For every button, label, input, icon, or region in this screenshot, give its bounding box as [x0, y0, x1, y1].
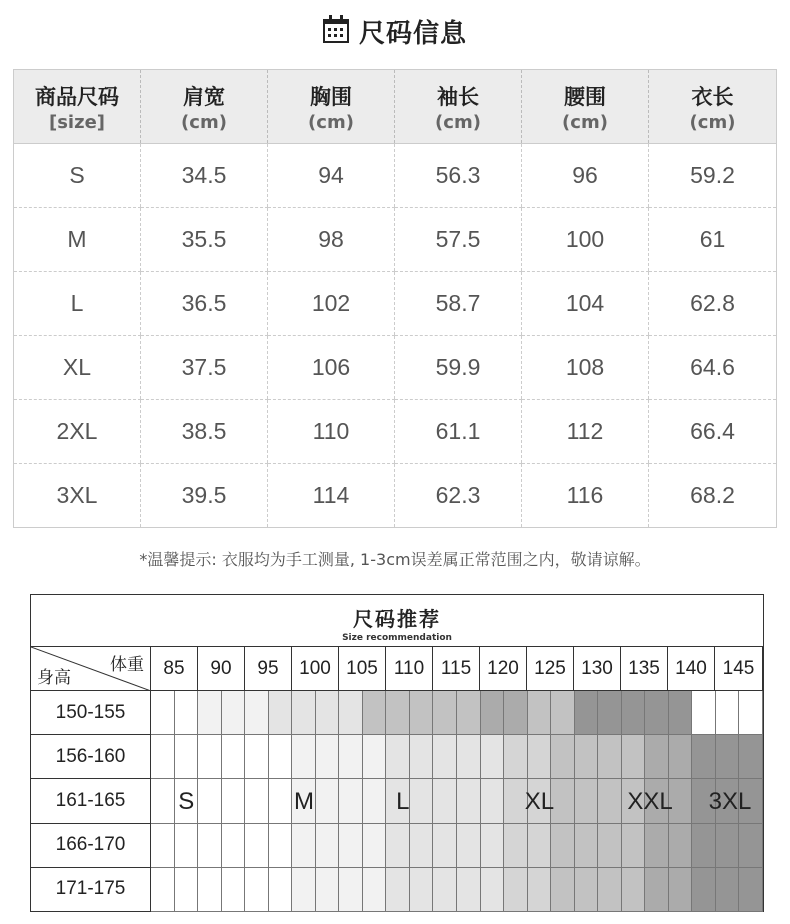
measurement-cell: 108 [522, 336, 649, 400]
grid-cell [363, 824, 387, 868]
weight-header: 110 [386, 647, 433, 691]
size-cell: L [14, 272, 141, 336]
weight-header: 135 [621, 647, 668, 691]
grid-cell [151, 691, 175, 735]
weight-header: 85 [151, 647, 198, 691]
measurement-cell: 38.5 [141, 400, 268, 464]
grid-cell [316, 868, 340, 912]
column-header: 腰围 (cm) [522, 70, 649, 144]
grid-cell [504, 691, 528, 735]
grid-cell [433, 735, 457, 779]
measurement-cell: 61 [649, 208, 777, 272]
grid-cell [269, 691, 293, 735]
grid-cell [292, 824, 316, 868]
column-header: 胸围 (cm) [268, 70, 395, 144]
weight-header: 130 [574, 647, 621, 691]
grid-cell [175, 735, 199, 779]
column-header: 商品尺码 [size] [14, 70, 141, 144]
grid-cell [363, 691, 387, 735]
size-cell: S [14, 144, 141, 208]
grid-cell [433, 824, 457, 868]
grid-cell [575, 735, 599, 779]
weight-header: 140 [668, 647, 715, 691]
grid-cell [269, 779, 293, 823]
weight-header: 90 [198, 647, 245, 691]
measurement-cell: 62.3 [395, 464, 522, 528]
height-axis-label: 身高 [37, 668, 71, 688]
grid-cell [622, 868, 646, 912]
size-zone-label: M [294, 787, 314, 815]
recommendation-header [31, 595, 763, 647]
grid-cell [669, 868, 693, 912]
grid-cell [316, 824, 340, 868]
size-zone-label: L [396, 787, 410, 815]
measurement-cell: 112 [522, 400, 649, 464]
measurement-cell: 57.5 [395, 208, 522, 272]
grid-cell [198, 779, 222, 823]
measurement-cell: 110 [268, 400, 395, 464]
grid-cell [551, 779, 575, 823]
grid-cell [481, 868, 505, 912]
grid-cell [433, 779, 457, 823]
measurement-cell: 56.3 [395, 144, 522, 208]
size-zone-label: 3XL [708, 787, 752, 815]
measurement-cell: 102 [268, 272, 395, 336]
grid-cell [551, 735, 575, 779]
measurement-cell: 106 [268, 336, 395, 400]
table-row [14, 336, 777, 400]
grid-cell [692, 824, 716, 868]
weight-header: 100 [292, 647, 339, 691]
grid-cell [245, 824, 269, 868]
grid-cell [669, 824, 693, 868]
weight-header: 105 [339, 647, 386, 691]
measurement-cell: 98 [268, 208, 395, 272]
grid-cell [457, 779, 481, 823]
grid-cell [528, 824, 552, 868]
grid-cell [739, 824, 763, 868]
grid-cell [410, 735, 434, 779]
grid-cell [292, 868, 316, 912]
grid-cell [457, 735, 481, 779]
table-row [14, 208, 777, 272]
calendar-icon [323, 19, 349, 43]
measurement-cell: 34.5 [141, 144, 268, 208]
grid-cell [198, 824, 222, 868]
grid-cell [622, 824, 646, 868]
grid-cell [481, 735, 505, 779]
grid-cell [481, 779, 505, 823]
grid-cell [245, 779, 269, 823]
grid-cell [198, 735, 222, 779]
grid-cell [692, 691, 716, 735]
weight-header: 95 [245, 647, 292, 691]
grid-cell [528, 691, 552, 735]
recommendation-subtitle: Size recommendation [342, 633, 452, 643]
grid-cell [339, 868, 363, 912]
grid-cell [504, 824, 528, 868]
measurement-cell: 59.2 [649, 144, 777, 208]
table-row [14, 272, 777, 336]
measurement-cell: 61.1 [395, 400, 522, 464]
grid-cell [269, 868, 293, 912]
weight-header: 145 [715, 647, 763, 691]
grid-cell [575, 868, 599, 912]
grid-cell [151, 868, 175, 912]
grid-cell [292, 691, 316, 735]
section-header [0, 14, 790, 48]
column-header: 衣长 (cm) [649, 70, 777, 144]
weight-header: 115 [433, 647, 480, 691]
grid-cell [198, 691, 222, 735]
grid-cell [716, 868, 740, 912]
grid-cell [481, 824, 505, 868]
recommendation-title: 尺码推荐 [353, 607, 441, 631]
grid-cell [645, 868, 669, 912]
grid-cell [175, 691, 199, 735]
measurement-cell: 114 [268, 464, 395, 528]
measurement-cell: 59.9 [395, 336, 522, 400]
size-cell: M [14, 208, 141, 272]
grid-cell [575, 691, 599, 735]
grid-cell [222, 691, 246, 735]
measurement-cell: 116 [522, 464, 649, 528]
grid-cell [622, 735, 646, 779]
grid-cell [575, 779, 599, 823]
grid-cell [269, 824, 293, 868]
grid-cell [151, 824, 175, 868]
grid-cell [410, 779, 434, 823]
measurement-cell: 37.5 [141, 336, 268, 400]
grid-cell [739, 691, 763, 735]
height-row-label: 156-160 [31, 735, 151, 779]
grid-cell [433, 868, 457, 912]
grid-cell [598, 691, 622, 735]
measurement-cell: 94 [268, 144, 395, 208]
grid-cell [175, 868, 199, 912]
grid-cell [386, 735, 410, 779]
size-cell: XL [14, 336, 141, 400]
measurement-cell: 64.6 [649, 336, 777, 400]
weight-header: 125 [527, 647, 574, 691]
size-table-header [14, 70, 777, 144]
grid-cell [551, 868, 575, 912]
grid-cell [739, 735, 763, 779]
page-title: 尺码信息 [358, 18, 467, 49]
grid-cell [457, 868, 481, 912]
grid-cell [575, 824, 599, 868]
grid-cell [363, 779, 387, 823]
grid-cell [598, 824, 622, 868]
grid-cell [316, 735, 340, 779]
grid-cell [316, 779, 340, 823]
grid-cell [457, 691, 481, 735]
measurement-note: *温馨提示: 衣服均为手工测量, 1-3cm误差属正常范围之内，敬请谅解。 [139, 550, 651, 569]
grid-cell [692, 868, 716, 912]
grid-cell [551, 824, 575, 868]
measurement-cell: 62.8 [649, 272, 777, 336]
grid-cell [528, 735, 552, 779]
grid-cell [716, 691, 740, 735]
grid-cell [175, 824, 199, 868]
height-row-label: 171-175 [31, 868, 151, 912]
grid-corner [31, 647, 151, 691]
column-header: 袖长 (cm) [395, 70, 522, 144]
size-zone-label: XXL [627, 787, 673, 815]
weight-axis-label: 体重 [110, 655, 144, 675]
grid-cell [198, 868, 222, 912]
grid-cell [339, 779, 363, 823]
grid-cell [457, 824, 481, 868]
grid-cell [739, 868, 763, 912]
size-zone-label: S [178, 787, 195, 815]
grid-cell [481, 691, 505, 735]
recommendation-grid [31, 647, 763, 912]
measurement-cell: 39.5 [141, 464, 268, 528]
size-cell: 3XL [14, 464, 141, 528]
grid-cell [551, 691, 575, 735]
grid-cell [316, 691, 340, 735]
grid-cell [269, 735, 293, 779]
table-row [14, 464, 777, 528]
grid-cell [645, 824, 669, 868]
grid-cell [622, 691, 646, 735]
grid-cell [410, 824, 434, 868]
grid-cell [433, 691, 457, 735]
grid-cell [339, 824, 363, 868]
grid-cell [245, 735, 269, 779]
grid-cell [528, 868, 552, 912]
grid-cell [151, 735, 175, 779]
size-table [13, 69, 777, 528]
grid-cell [363, 735, 387, 779]
measurement-cell: 36.5 [141, 272, 268, 336]
measurement-cell: 68.2 [649, 464, 777, 528]
height-row-label: 161-165 [31, 779, 151, 823]
weight-header: 120 [480, 647, 527, 691]
grid-cell [645, 735, 669, 779]
grid-cell [363, 868, 387, 912]
grid-cell [410, 691, 434, 735]
grid-cell [504, 735, 528, 779]
grid-cell [222, 779, 246, 823]
size-cell: 2XL [14, 400, 141, 464]
measurement-cell: 104 [522, 272, 649, 336]
grid-cell [386, 824, 410, 868]
grid-cell [151, 779, 175, 823]
grid-cell [245, 691, 269, 735]
grid-cell [716, 735, 740, 779]
grid-cell [645, 691, 669, 735]
grid-cell [669, 735, 693, 779]
grid-cell [410, 868, 434, 912]
measurement-cell: 58.7 [395, 272, 522, 336]
grid-cell [598, 868, 622, 912]
grid-cell [339, 691, 363, 735]
grid-cell [692, 735, 716, 779]
grid-cell [222, 868, 246, 912]
grid-cell [716, 824, 740, 868]
height-row-label: 150-155 [31, 691, 151, 735]
size-zone-label: XL [524, 787, 555, 815]
grid-cell [222, 735, 246, 779]
grid-cell [386, 868, 410, 912]
measurement-cell: 35.5 [141, 208, 268, 272]
measurement-cell: 66.4 [649, 400, 777, 464]
grid-cell [222, 824, 246, 868]
grid-cell [292, 735, 316, 779]
grid-cell [669, 691, 693, 735]
grid-cell [598, 779, 622, 823]
grid-cell [245, 868, 269, 912]
height-row-label: 166-170 [31, 824, 151, 868]
measurement-cell: 100 [522, 208, 649, 272]
size-recommendation-chart [30, 594, 764, 912]
measurement-cell: 96 [522, 144, 649, 208]
table-row [14, 144, 777, 208]
grid-cell [598, 735, 622, 779]
grid-cell [504, 868, 528, 912]
grid-cell [386, 691, 410, 735]
table-row [14, 400, 777, 464]
grid-cell [339, 735, 363, 779]
column-header: 肩宽 (cm) [141, 70, 268, 144]
